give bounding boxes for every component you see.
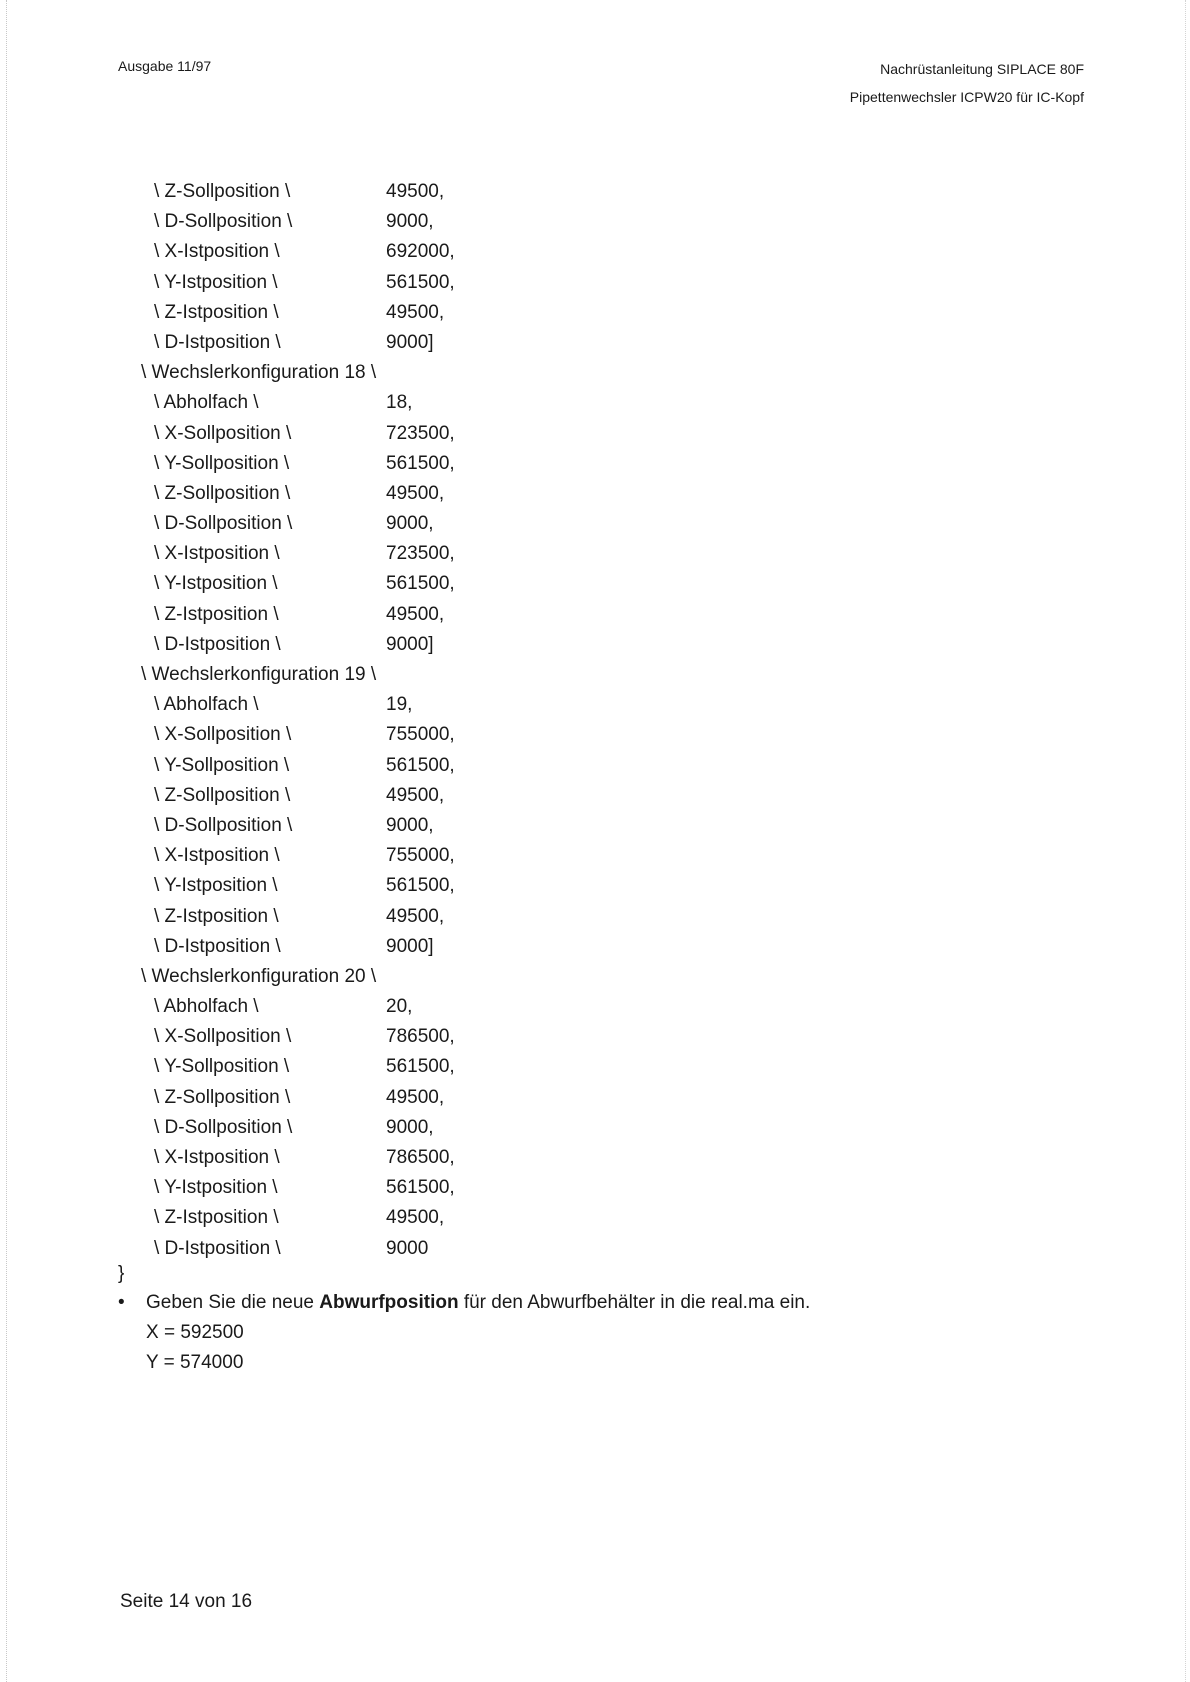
parameter-row: [0, 1052, 1190, 1082]
parameter-row: [0, 569, 1190, 599]
parameter-row: [0, 1143, 1190, 1173]
parameter-label: \ Abholfach \: [154, 392, 259, 414]
parameter-value: 755000,: [386, 724, 455, 746]
parameter-row: [0, 479, 1190, 509]
parameter-value: 19,: [386, 694, 413, 716]
parameter-value: 49500,: [386, 1086, 445, 1108]
parameter-label: \ Y-Sollposition \: [154, 1056, 290, 1078]
parameter-row: [0, 207, 1190, 237]
parameter-row: [0, 630, 1190, 660]
parameter-value: 692000,: [386, 241, 455, 263]
parameter-label: \ D-Sollposition \: [154, 814, 293, 836]
parameter-label: \ Y-Sollposition \: [154, 754, 290, 776]
parameter-row: [0, 1022, 1190, 1052]
bullet-text-prefix: Geben Sie die neue: [146, 1292, 320, 1313]
parameter-value: 9000]: [386, 935, 434, 957]
parameter-label: \ Y-Istposition \: [154, 1177, 278, 1199]
config-heading-row: [0, 962, 1190, 992]
parameter-value: 49500,: [386, 181, 445, 202]
parameter-row: [0, 871, 1190, 901]
parameter-label: \ Z-Sollposition \: [154, 482, 291, 504]
bullet-text-bold: Abwurfposition: [319, 1292, 459, 1313]
parameter-listing: [0, 177, 1190, 1264]
parameter-value: 49500,: [386, 603, 445, 625]
parameter-row: [0, 539, 1190, 569]
config-heading-label: \ Wechslerkonfiguration 19 \: [141, 664, 377, 685]
bullet-text-suffix: für den Abwurfbehälter in die real.ma ein.: [458, 1292, 811, 1313]
parameter-label: \ X-Sollposition \: [154, 422, 292, 444]
parameter-label: \ Z-Istposition \: [154, 905, 279, 927]
parameter-label: \ X-Sollposition \: [154, 724, 292, 746]
parameter-value: 49500,: [386, 301, 445, 323]
parameter-value: 9000,: [386, 1116, 434, 1138]
parameter-label: \ Z-Istposition \: [154, 603, 279, 625]
parameter-row: [0, 328, 1190, 358]
parameter-row: [0, 992, 1190, 1022]
parameter-value: 49500,: [386, 1207, 445, 1229]
parameter-value: 561500,: [386, 1177, 455, 1199]
parameter-label: \ Z-Istposition \: [154, 301, 279, 323]
parameter-value: 786500,: [386, 1147, 455, 1168]
parameter-label: \ X-Istposition \: [154, 845, 280, 867]
header-manual-title: Nachrüstanleitung SIPLACE 80F: [880, 61, 1084, 77]
parameter-label: \ Z-Sollposition \: [154, 1086, 291, 1108]
parameter-value: 9000: [386, 1237, 429, 1259]
config-heading-row: [0, 358, 1190, 388]
parameter-label: \ X-Istposition \: [154, 241, 280, 263]
parameter-label: \ Abholfach \: [154, 996, 259, 1018]
parameter-value: 49500,: [386, 482, 445, 504]
parameter-value: 9000]: [386, 331, 434, 353]
parameter-label: \ Z-Istposition \: [154, 1207, 279, 1229]
parameter-row: [0, 268, 1190, 298]
parameter-row: [0, 237, 1190, 267]
parameter-value: 561500,: [386, 271, 455, 293]
parameter-row: [0, 509, 1190, 539]
parameter-row: [0, 1113, 1190, 1143]
bullet-marker: •: [118, 1292, 125, 1313]
parameter-value: 786500,: [386, 1026, 455, 1048]
header-edition: Ausgabe 11/97: [118, 58, 212, 74]
parameter-value: 49500,: [386, 905, 445, 927]
parameter-row: [0, 449, 1190, 479]
parameter-label: \ Y-Istposition \: [154, 271, 278, 293]
parameter-row: [0, 600, 1190, 630]
parameter-label: \ Z-Sollposition \: [154, 181, 291, 202]
parameter-label: \ D-Istposition \: [154, 1237, 281, 1259]
parameter-row: [0, 1083, 1190, 1113]
parameter-row: [0, 781, 1190, 811]
parameter-label: \ X-Istposition \: [154, 1147, 280, 1168]
parameter-value: 9000,: [386, 513, 434, 535]
parameter-value: 18,: [386, 392, 413, 414]
config-heading-row: [0, 660, 1190, 690]
parameter-label: \ X-Istposition \: [154, 543, 280, 565]
parameter-value: 561500,: [386, 875, 455, 897]
parameter-label: \ D-Sollposition \: [154, 211, 293, 233]
parameter-label: \ D-Istposition \: [154, 331, 281, 353]
parameter-value: 9000]: [386, 633, 434, 655]
coord-y: Y = 574000: [146, 1352, 244, 1373]
parameter-label: \ Y-Sollposition \: [154, 452, 290, 474]
parameter-row: [0, 902, 1190, 932]
parameter-row: [0, 419, 1190, 449]
parameter-label: \ Z-Sollposition \: [154, 784, 291, 806]
parameter-row: [0, 388, 1190, 418]
parameter-row: [0, 751, 1190, 781]
parameter-value: 723500,: [386, 543, 455, 565]
parameter-value: 561500,: [386, 573, 455, 595]
header-subtitle: Pipettenwechsler ICPW20 für IC-Kopf: [849, 89, 1084, 105]
parameter-row: [0, 720, 1190, 750]
parameter-value: 723500,: [386, 422, 455, 444]
parameter-label: \ Y-Istposition \: [154, 573, 278, 595]
parameter-value: 755000,: [386, 845, 455, 867]
parameter-value: 20,: [386, 996, 413, 1018]
parameter-label: \ D-Istposition \: [154, 633, 281, 655]
parameter-label: \ Y-Istposition \: [154, 875, 278, 897]
parameter-value: 561500,: [386, 452, 455, 474]
instruction-bullet: [118, 1292, 810, 1314]
parameter-row: [0, 177, 1190, 207]
page-number: Seite 14 von 16: [120, 1591, 253, 1612]
parameter-value: 9000,: [386, 211, 434, 233]
parameter-row: [0, 1234, 1190, 1264]
parameter-value: 561500,: [386, 754, 455, 776]
parameter-row: [0, 1173, 1190, 1203]
parameter-row: [0, 1203, 1190, 1233]
parameter-label: \ D-Istposition \: [154, 935, 281, 957]
parameter-value: 9000,: [386, 814, 434, 836]
parameter-row: [0, 811, 1190, 841]
parameter-row: [0, 841, 1190, 871]
parameter-label: \ X-Sollposition \: [154, 1026, 292, 1048]
parameter-label: \ D-Sollposition \: [154, 1116, 293, 1138]
config-heading-label: \ Wechslerkonfiguration 18 \: [141, 362, 377, 384]
parameter-value: 561500,: [386, 1056, 455, 1078]
header-title-block: [850, 55, 1084, 111]
config-heading-label: \ Wechslerkonfiguration 20 \: [141, 965, 377, 987]
parameter-row: [0, 932, 1190, 962]
parameter-value: 49500,: [386, 784, 445, 806]
parameter-row: [0, 298, 1190, 328]
parameter-row: [0, 690, 1190, 720]
parameter-label: \ Abholfach \: [154, 694, 259, 716]
parameter-label: \ D-Sollposition \: [154, 513, 293, 535]
closing-brace: }: [118, 1263, 125, 1284]
coord-x: X = 592500: [146, 1322, 244, 1343]
